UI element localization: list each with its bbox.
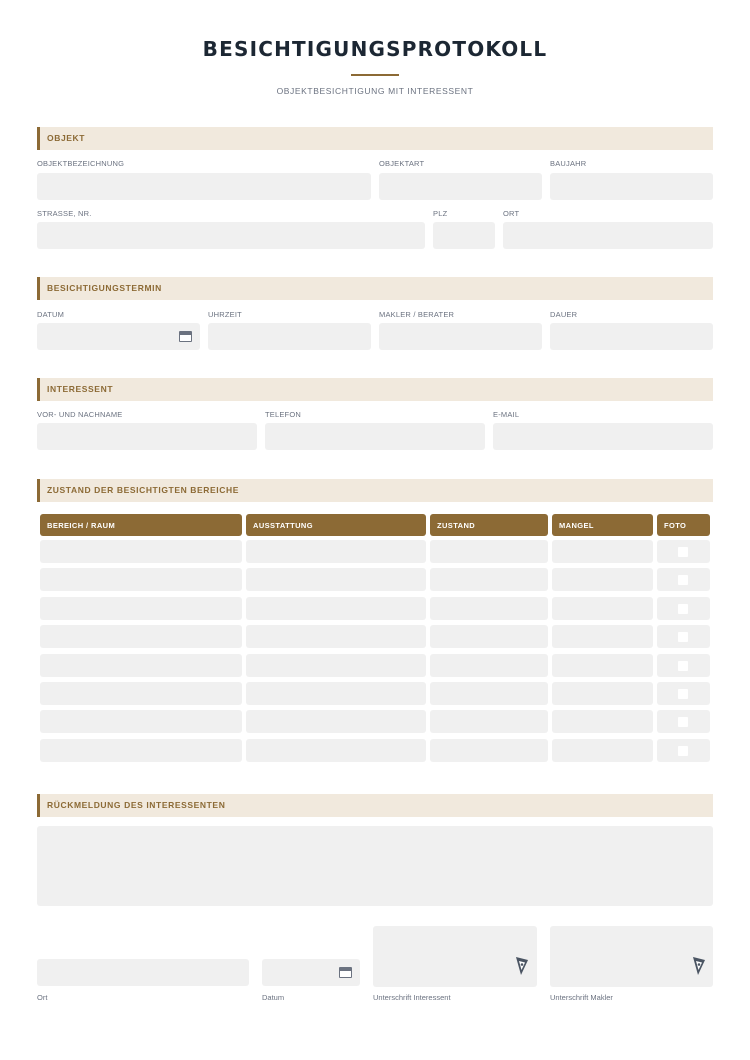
cell-foto — [657, 654, 710, 677]
column-header-foto: FOTO — [657, 514, 710, 536]
cell-mangel[interactable] — [552, 739, 653, 762]
section-rueckmeldung — [37, 794, 713, 817]
cell-mangel[interactable] — [552, 568, 653, 591]
foto-checkbox[interactable] — [678, 604, 688, 614]
footer-label-unterschrift-makler: Unterschrift Makler — [550, 993, 613, 1002]
section-heading: INTERESSENT — [47, 384, 114, 394]
cell-mangel[interactable] — [552, 540, 653, 563]
label-uhrzeit: UHRZEIT — [208, 310, 242, 319]
cell-ausstattung[interactable] — [246, 710, 426, 733]
cell-bereich[interactable] — [40, 739, 242, 762]
cell-foto — [657, 597, 710, 620]
cell-bereich[interactable] — [40, 568, 242, 591]
label-name: VOR- UND NACHNAME — [37, 410, 123, 419]
calendar-icon[interactable] — [179, 331, 192, 342]
section-heading: ZUSTAND DER BESICHTIGTEN BEREICHE — [47, 485, 240, 495]
ort-signature-field[interactable] — [37, 959, 249, 986]
cell-zustand[interactable] — [430, 568, 548, 591]
cell-mangel[interactable] — [552, 682, 653, 705]
rueckmeldung-textarea[interactable] — [37, 826, 713, 906]
cell-bereich[interactable] — [40, 654, 242, 677]
foto-checkbox[interactable] — [678, 575, 688, 585]
page-title: BESICHTIGUNGSPROTOKOLL — [202, 37, 548, 61]
cell-mangel[interactable] — [552, 597, 653, 620]
signature-makler-box[interactable] — [550, 926, 713, 987]
label-telefon: TELEFON — [265, 410, 301, 419]
foto-checkbox[interactable] — [678, 689, 688, 699]
section-heading: OBJEKT — [47, 133, 86, 143]
label-objektbezeichnung: OBJEKTBEZEICHNUNG — [37, 159, 125, 168]
makler-field[interactable] — [379, 323, 542, 350]
signature-interessent-box[interactable] — [373, 926, 537, 987]
cell-ausstattung[interactable] — [246, 625, 426, 648]
cell-mangel[interactable] — [552, 710, 653, 733]
foto-checkbox[interactable] — [678, 661, 688, 671]
strasse-field[interactable] — [37, 222, 425, 249]
cell-foto — [657, 710, 710, 733]
title-divider — [351, 74, 399, 76]
section-interessent — [37, 378, 713, 401]
datum-signature-field[interactable] — [262, 959, 360, 986]
section-objekt — [37, 127, 713, 150]
cell-bereich[interactable] — [40, 540, 242, 563]
objektbezeichnung-field[interactable] — [37, 173, 371, 200]
uhrzeit-field[interactable] — [208, 323, 371, 350]
cell-bereich[interactable] — [40, 710, 242, 733]
pen-nib-icon — [515, 956, 529, 976]
cell-zustand[interactable] — [430, 710, 548, 733]
cell-bereich[interactable] — [40, 597, 242, 620]
cell-ausstattung[interactable] — [246, 654, 426, 677]
cell-bereich[interactable] — [40, 625, 242, 648]
column-header-bereich: BEREICH / RAUM — [40, 514, 242, 536]
dauer-field[interactable] — [550, 323, 713, 350]
cell-ausstattung[interactable] — [246, 540, 426, 563]
cell-foto — [657, 682, 710, 705]
ort-field[interactable] — [503, 222, 713, 249]
footer-label-unterschrift-interessent: Unterschrift Interessent — [373, 993, 451, 1002]
cell-mangel[interactable] — [552, 625, 653, 648]
footer-label-ort: Ort — [37, 993, 48, 1002]
section-heading: BESICHTIGUNGSTERMIN — [47, 283, 162, 293]
column-header-ausstattung: AUSSTATTUNG — [246, 514, 426, 536]
calendar-icon[interactable] — [339, 967, 352, 978]
cell-mangel[interactable] — [552, 654, 653, 677]
label-dauer: DAUER — [550, 310, 578, 319]
label-strasse: STRASSE, NR. — [37, 209, 92, 218]
label-plz: PLZ — [433, 209, 448, 218]
cell-foto — [657, 568, 710, 591]
email-field[interactable] — [493, 423, 713, 450]
cell-ausstattung[interactable] — [246, 597, 426, 620]
label-email: E-MAIL — [493, 410, 520, 419]
cell-bereich[interactable] — [40, 682, 242, 705]
footer-label-datum: Datum — [262, 993, 285, 1002]
page-subtitle: OBJEKTBESICHTIGUNG MIT INTERESSENT — [276, 86, 474, 96]
cell-zustand[interactable] — [430, 682, 548, 705]
cell-foto — [657, 739, 710, 762]
column-header-mangel: MANGEL — [552, 514, 653, 536]
foto-checkbox[interactable] — [678, 632, 688, 642]
telefon-field[interactable] — [265, 423, 485, 450]
section-zustand — [37, 479, 713, 502]
pen-nib-icon — [692, 956, 706, 976]
cell-zustand[interactable] — [430, 739, 548, 762]
cell-zustand[interactable] — [430, 597, 548, 620]
cell-ausstattung[interactable] — [246, 682, 426, 705]
cell-ausstattung[interactable] — [246, 739, 426, 762]
datum-field[interactable] — [37, 323, 200, 350]
label-objektart: OBJEKTART — [379, 159, 425, 168]
objektart-field[interactable] — [379, 173, 542, 200]
label-ort: ORT — [503, 209, 520, 218]
foto-checkbox[interactable] — [678, 547, 688, 557]
cell-zustand[interactable] — [430, 540, 548, 563]
name-field[interactable] — [37, 423, 257, 450]
baujahr-field[interactable] — [550, 173, 713, 200]
cell-foto — [657, 540, 710, 563]
cell-zustand[interactable] — [430, 625, 548, 648]
plz-field[interactable] — [433, 222, 495, 249]
section-heading: RÜCKMELDUNG DES INTERESSENTEN — [47, 800, 226, 810]
label-makler: MAKLER / BERATER — [379, 310, 455, 319]
cell-zustand[interactable] — [430, 654, 548, 677]
column-header-zustand: ZUSTAND — [430, 514, 548, 536]
label-datum: DATUM — [37, 310, 65, 319]
foto-checkbox[interactable] — [678, 717, 688, 727]
section-besichtigungstermin — [37, 277, 713, 300]
foto-checkbox[interactable] — [678, 746, 688, 756]
cell-ausstattung[interactable] — [246, 568, 426, 591]
cell-foto — [657, 625, 710, 648]
label-baujahr: BAUJAHR — [550, 159, 587, 168]
